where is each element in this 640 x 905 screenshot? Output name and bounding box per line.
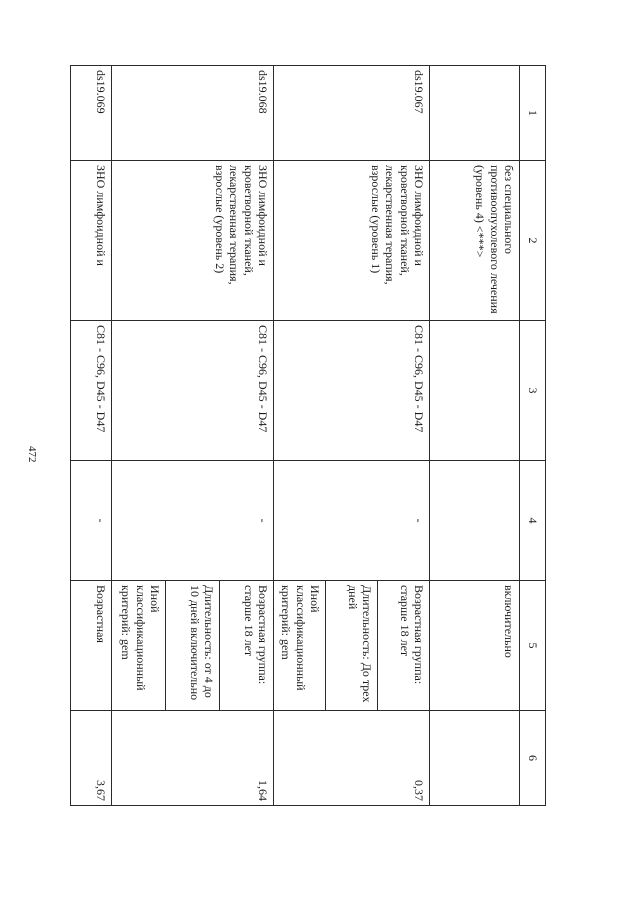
cell-criterion-age: Возрастная (71, 581, 112, 711)
cell-coefficient: 3,67 (71, 711, 112, 806)
cell-criterion: включительно (430, 581, 520, 711)
cell-extra (430, 461, 520, 581)
cell-criterion-age: Возрастная группа: старше 18 лет (220, 581, 274, 711)
cell-criterion-duration: Длительность: До трех дней (326, 581, 378, 711)
cell-extra: - (71, 461, 112, 581)
table-row-ds19-067 (378, 66, 430, 806)
table-row-ds19-068 (220, 66, 274, 806)
cell-extra: - (112, 461, 274, 581)
column-header-6: 6 (520, 711, 546, 806)
tariff-table (70, 65, 546, 806)
cell-icd (430, 321, 520, 461)
cell-icd: C81 - C96, D45 - D47 (112, 321, 274, 461)
column-header-3: 3 (520, 321, 546, 461)
column-header-4: 4 (520, 461, 546, 581)
cell-code: ds19.068 (112, 66, 274, 161)
cell-description: ЗНО лимфоидной и кроветворной тканей, лекарственная терапия, взрослые (уровень 2) (112, 161, 274, 321)
table-row-ds19-069 (71, 66, 112, 806)
cell-code: ds19.067 (274, 66, 430, 161)
cell-code (430, 66, 520, 161)
table-row-continuation (430, 66, 520, 806)
cell-code: ds19.069 (71, 66, 112, 161)
cell-criterion-other: Иной классификационный критерий: gem (274, 581, 326, 711)
column-header-5: 5 (520, 581, 546, 711)
cell-icd: C81 - C96, D45 - D47 (274, 321, 430, 461)
column-header-1: 1 (520, 66, 546, 161)
cell-description: без специального противоопухолевого лечения (уровень 4) <***> (430, 161, 520, 321)
cell-icd: C81 - C96, D45 - D47 (71, 321, 112, 461)
cell-description: ЗНО лимфоидной и (71, 161, 112, 321)
tariff-table-wrapper (70, 65, 546, 805)
cell-criterion-duration: Длительность: от 4 до 10 дней включительно (166, 581, 220, 711)
column-header-2: 2 (520, 161, 546, 321)
cell-description: ЗНО лимфоидной и кроветворной тканей, лекарственная терапия, взрослые (уровень 1) (274, 161, 430, 321)
cell-coefficient: 0,37 (274, 711, 430, 806)
cell-criterion-age: Возрастная группа: старше 18 лет (378, 581, 430, 711)
cell-coefficient: 1,64 (112, 711, 274, 806)
cell-criterion-other: Иной классификационный критерий: gem (112, 581, 166, 711)
cell-coefficient (430, 711, 520, 806)
page-number: 472 (26, 446, 38, 463)
cell-extra: - (274, 461, 430, 581)
table-header-row (520, 66, 546, 806)
